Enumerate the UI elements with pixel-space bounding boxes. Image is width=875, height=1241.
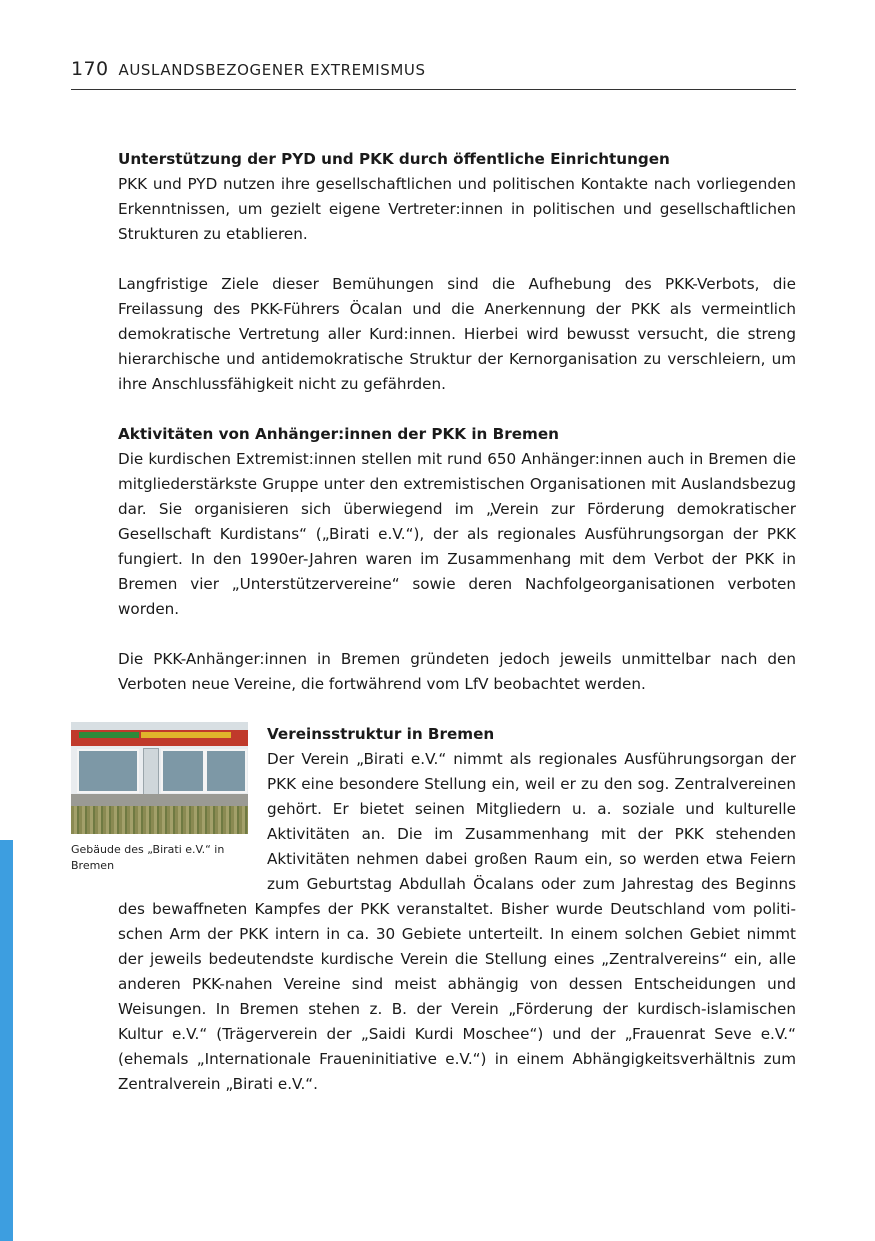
paragraph: Die kurdischen Extremist:innen stellen mit rund 650 Anhänger:innen auch in Bremen die mitgliederstärkste Gruppe unter den extremistischen Organisationen mit Auslandsbezug dar. Sie organisieren sich überwiegend im „Verein zur Förderung demokratischer Gesellschaft Kurdistans“ („Birati e.V.“), der als regionales Ausführungsorgan der PKK fungiert. In den 1990er-Jahren waren im Zusammenhang mit dem Verbot der PKK in Bremen vier „Unterstützervereine“ sowie deren Nachfolgeorganisationen verboten worden. xyxy=(118,450,796,618)
side-accent-bar xyxy=(0,840,13,1241)
paragraph: PKK und PYD nutzen ihre gesellschaftlichen und politischen Kontakte nach vorliegenden Erkenntnissen, um gezielt eigene Vertreter:innen in politischen und gesellschaftlichen Strukturen zu etablieren. xyxy=(118,175,796,243)
paragraph: Die PKK-Anhänger:innen in Bremen gründeten jedoch jeweils unmittelbar nach den Verboten neue Vereine, die fortwährend vom LfV beobachtet werden. xyxy=(118,650,796,693)
page-number: 170 xyxy=(71,58,109,80)
figure-caption: Gebäude des „Birati e.V.“ in Bremen xyxy=(71,843,225,872)
section-heading: Aktivitäten von Anhänger:innen der PKK in Bremen xyxy=(118,425,559,443)
figure xyxy=(71,722,249,874)
header-rule xyxy=(71,89,796,90)
main-content xyxy=(71,147,796,1097)
paragraph: Langfristige Ziele dieser Bemühungen sind die Aufhebung des PKK-Verbots, die Freilassung des PKK-Führers Öcalan und die Anerkennung der PKK als vermeintlich demokratische Vertretung aller Kurd:innen. Hierbei wird bewusst versucht, die streng hierarchische und antidemokratische Struktur der Kernorganisation zu verschleiern, um ihre Anschlussfähigkeit nicht zu gefährden. xyxy=(118,275,796,393)
building-photo xyxy=(71,722,248,834)
section-heading: Vereinsstruktur in Bremen xyxy=(267,725,495,743)
paragraph: Der Verein „Birati e.V.“ nimmt als regionales Ausführungsorgan der PKK eine besondere Stellung ein, weil er zu den sog. Zentralvereinen gehört. Er bietet seinen Mitgliedern u. a. soziale und kulturelle Aktivitäten an. Die im Zusammenhang mit der PKK stehenden Aktivitäten nehmen dabei großen Raum ein, so werden etwa Feiern zum Geburtstag Abdullah Öcalans oder zum Jahrestag des Beginns des bewaffneten Kampfes der PKK veranstaltet. Bisher wurde Deutschland vom politischen Arm der PKK intern in ca. 30 Gebiete unterteilt. In einem solchen Gebiet nimmt der jeweils bedeutendste kurdische Verein die Stellung eines „Zentralvereins“ ein, alle anderen PKK-nahen Vereine sind meist abhängig von dessen Entscheidungen und Weisungen. In Bremen stehen z. B. der Verein „Förderung der kurdisch-islamischen Kultur e.V.“ (Trägerverein der „Saidi Kurdi Moschee“) und der „Frauenrat Seve e.V.“ (ehemals „Internationale Fraueninitiative e.V.“) in einem Abhängigkeitsverhältnis zum Zentralverein „Birati e.V.“. xyxy=(118,750,796,1093)
running-head xyxy=(71,58,796,80)
section-heading: Unterstützung der PYD und PKK durch öffentliche Einrichtungen xyxy=(118,150,670,168)
section-title: AUSLANDSBEZOGENER EXTREMISMUS xyxy=(118,61,426,79)
